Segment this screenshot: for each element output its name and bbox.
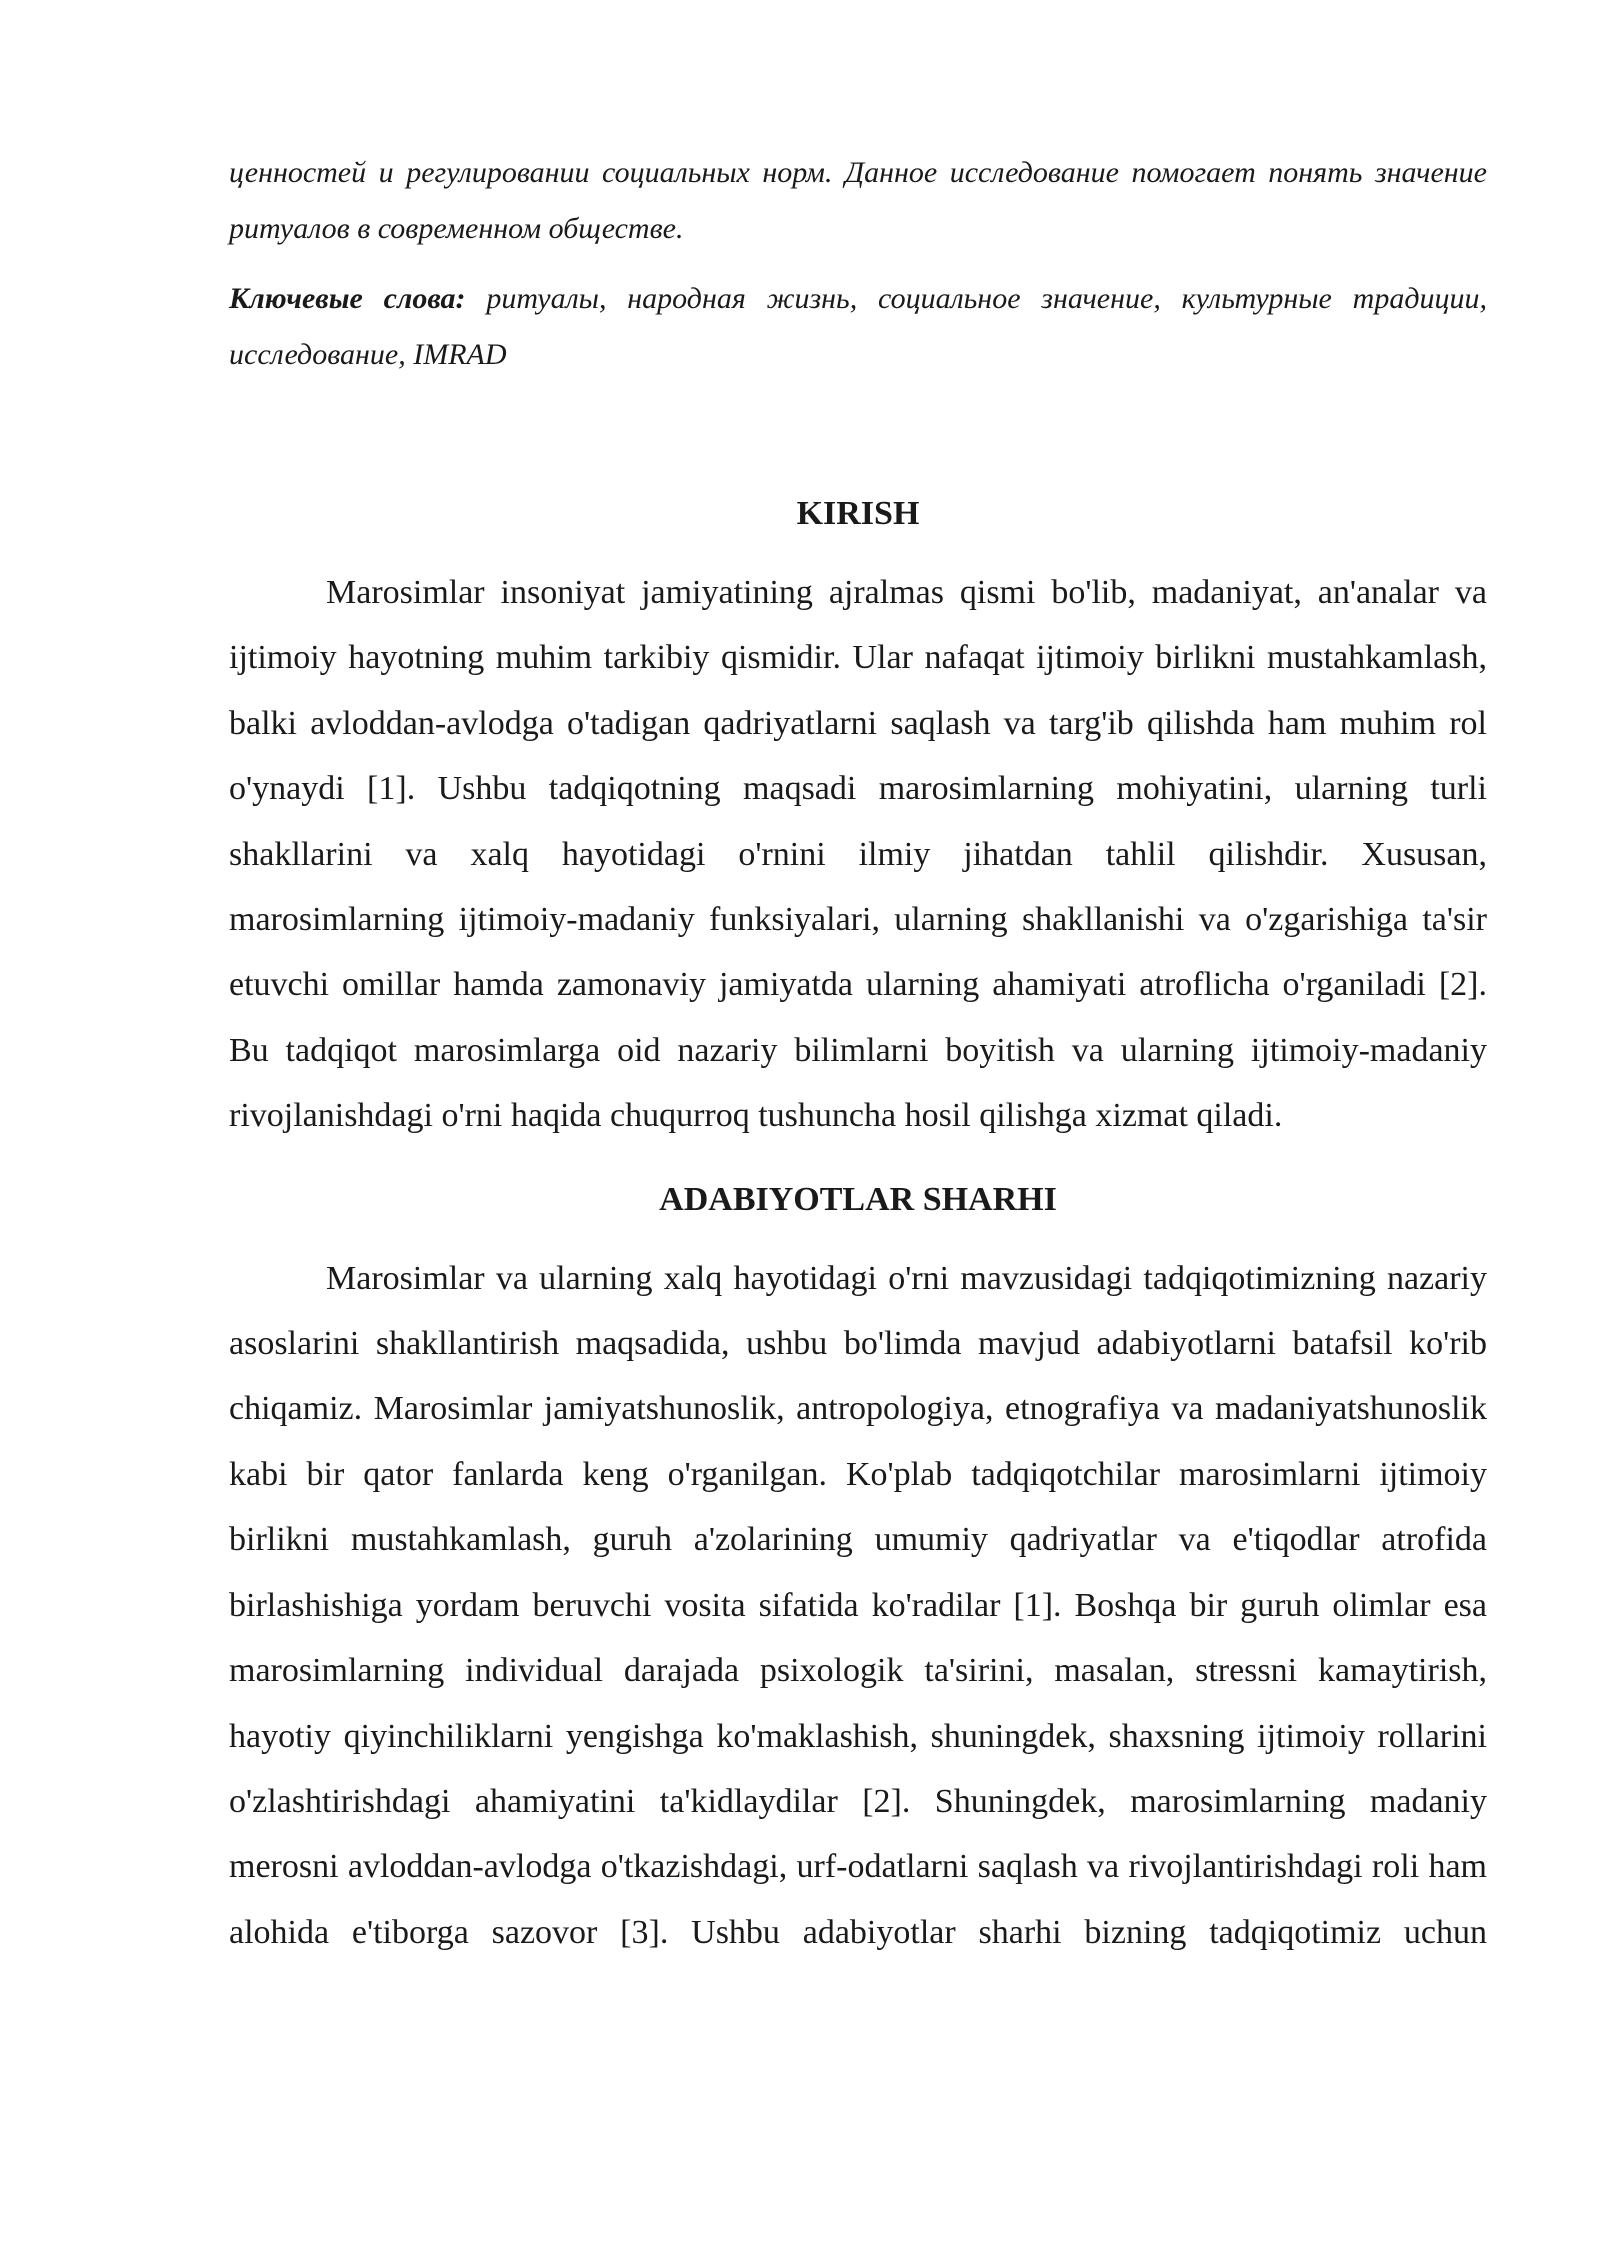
keywords-text: ритуалы, народная жизнь, социальное значение, культурные традиции, исследование, IMRAD	[229, 282, 1487, 371]
keywords-label: Ключевые слова:	[229, 282, 466, 315]
document-page	[229, 145, 1487, 1965]
section-paragraph-kirish: Marosimlar insoniyat jamiyatining ajralmas qismi bo'lib, madaniyat, an'analar va ijtimoiy hayotning muhim tarkibiy qismidir. Ular nafaqat ijtimoiy birlikni mustahkamlash, balki avloddan-avlodga o'tadigan qadriyatlarni saqlash va targ'ib qilishda ham muhim rol o'ynaydi [1]. Ushbu tadqiqotning maqsadi marosimlarning mohiyatini, ularning turli shakllarini va xalq hayotidagi o'rnini ilmiy jihatdan tahlil qilishdir. Xususan, marosimlarning ijtimoiy-madaniy funksiyalari, ularning shakllanishi va o'zgarishiga ta'sir etuvchi omillar hamda zamonaviy jamiyatda ularning ahamiyati atroflicha o'rganiladi [2]. Bu tadqiqot marosimlarga oid nazariy bilimlarni boyitish va ularning ijtimoiy-madaniy rivojlanishdagi o'rni haqida chuqurroq tushuncha hosil qilishga xizmat qiladi.	[229, 574, 1487, 1135]
keywords-line	[229, 271, 1487, 383]
abstract-text: ценностей и регулировании социальных норм. Данное исследование помогает понять значение ритуалов в современном обществе.	[229, 156, 1487, 245]
section-heading-kirish: KIRISH	[796, 495, 920, 532]
section-paragraph-adabiyotlar-sharhi: Marosimlar va ularning xalq hayotidagi o'rni mavzusidagi tadqiqotimizning nazariy asoslarini shakllantirish maqsadida, ushbu bo'limda mavjud adabiyotlarni batafsil ko'rib chiqamiz. Marosimlar jamiyatshunoslik, antropologiya, etnografiya va madaniyatshunoslik kabi bir qator fanlarda keng o'rganilgan. Ko'plab tadqiqotchilar marosimlarni ijtimoiy birlikni mustahkamlash, guruh a'zolarining umumiy qadriyatlar va e'tiqodlar atrofida birlashishiga yordam beruvchi vosita sifatida ko'radilar [1]. Boshqa bir guruh olimlar esa marosimlarning individual darajada psixologik ta'sirini, masalan, stressni kamaytirish, hayotiy qiyinchiliklarni yengishga ko'maklashish, shuningdek, shaxsning ijtimoiy rollarini o'zlashtirishdagi ahamiyatini ta'kidlaydilar [2]. Shuningdek, marosimlarning madaniy merosni avloddan-avlodga o'tkazishdagi, urf-odatlarni saqlash va rivojlantirishdagi roli ham alohida e'tiborga sazovor [3]. Ushbu adabiyotlar sharhi bizning tadqiqotimiz uchun	[229, 1259, 1487, 1951]
section-heading-adabiyotlar-sharhi: ADABIYOTLAR SHARHI	[659, 1180, 1057, 1218]
